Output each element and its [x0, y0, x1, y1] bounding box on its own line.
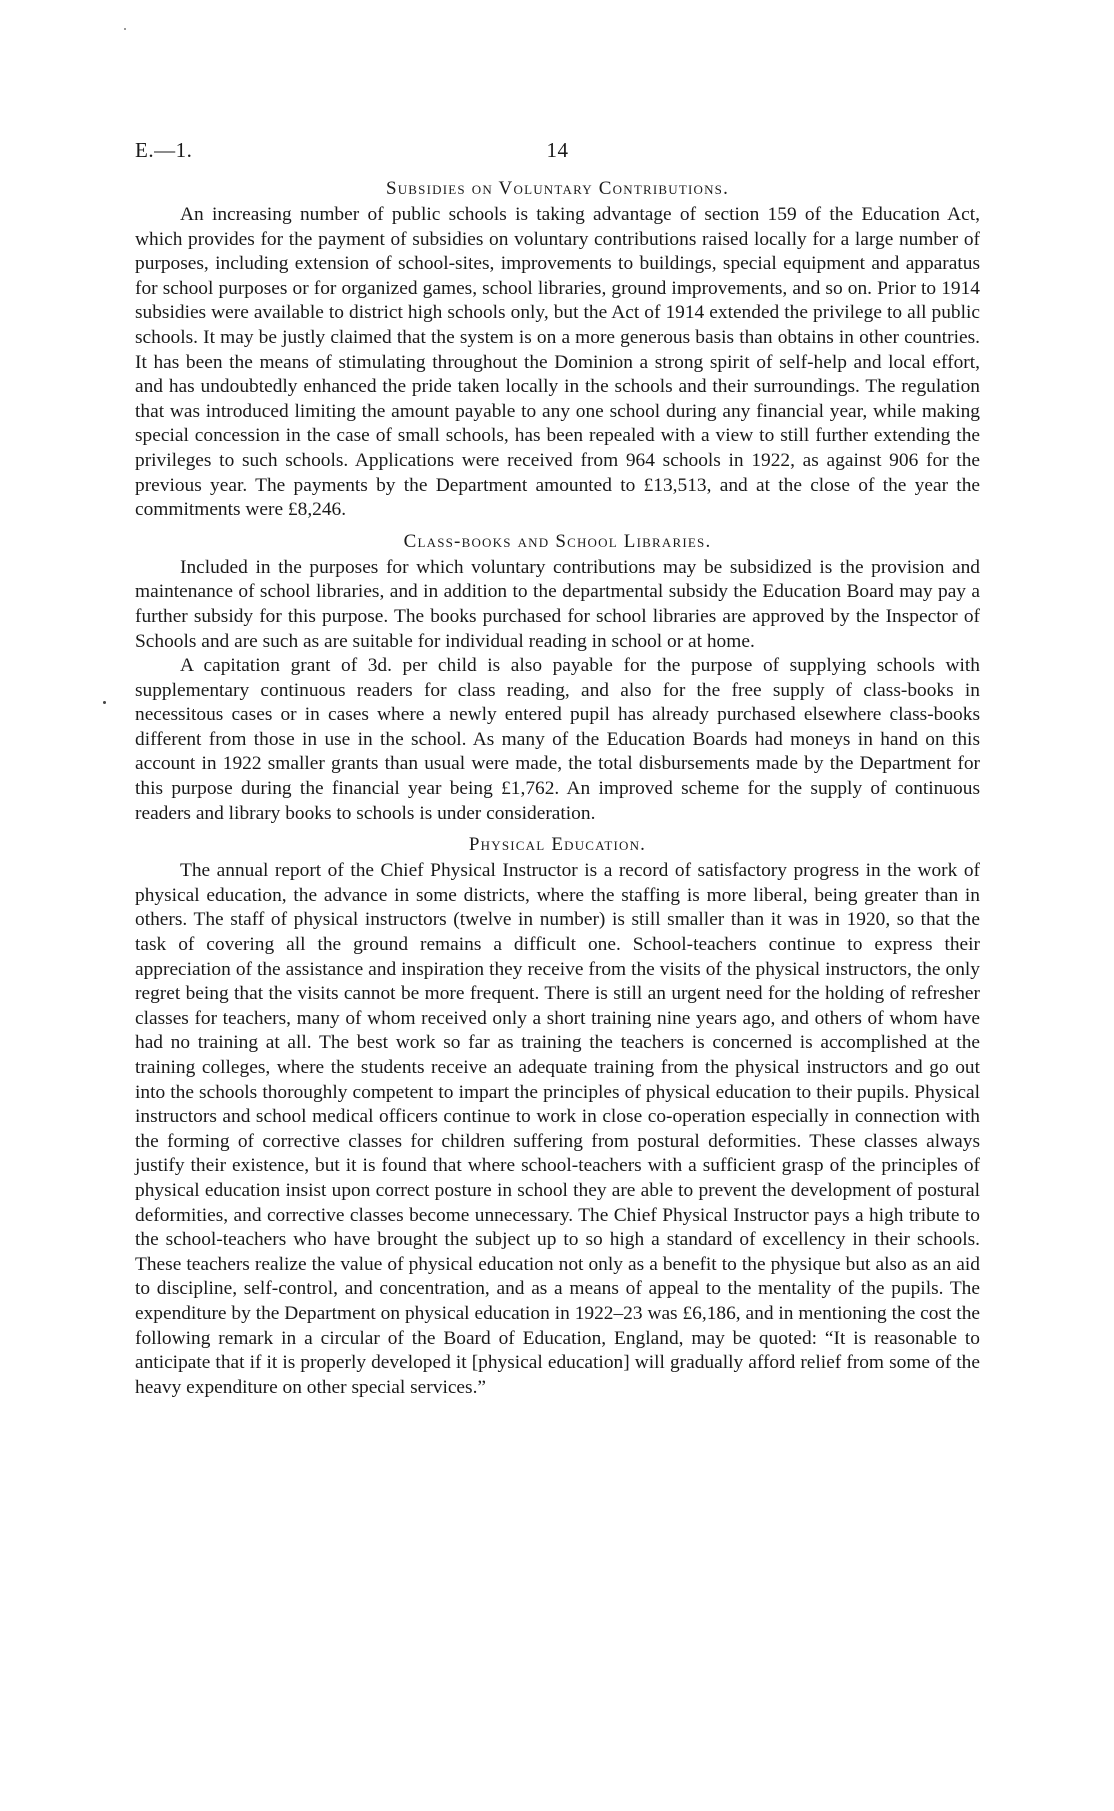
section-heading: Class-books and School Libraries. [403, 530, 712, 552]
paragraph: Included in the purposes for which voluntary contributions may be subsidized is the provision and maintenance of school libraries, and in addition to the departmental subsidy the Education Board may pay a further subsidy for this purpose. The books purchased for school libraries are approved by the Inspector of Schools and are such as are suitable for individual reading in school or at home. [135, 556, 980, 652]
paragraph: The annual report of the Chief Physical Instructor is a record of satisfactory progress in the work of physical education, the advance in some districts, where the staffing is more liberal, being greater than in others. The staff of physical instructors (twelve in number) is still smaller than it was in 1920, so that the task of covering all the ground remains a difficult one. School-teachers continue to express their appreciation of the assistance and inspiration they receive from the visits of the physical instructors, the only regret being that the visits cannot be more frequent. There is still an urgent need for the holding of refresher classes for teachers, many of whom received only a short training nine years ago, and others of whom have had no training at all. The best work so far as training the teachers is concerned is accomplished at the training colleges, where the students receive an adequate training from the physical instructors and go out into the schools thoroughly competent to impart the principles of physical education to their pupils. Physical instructors and school medical officers continue to work in close co-operation especially in connection with the forming of corrective classes for children suffering from postural deformities. These classes always justify their existence, but it is found that where school-teachers with a sufficient grasp of the principles of physical education insist upon correct posture in school they are able to prevent the development of postural deformities, and corrective classes become unnecessary. The Chief Physical Instructor pays a high tribute to the school-teachers who have brought the subject up to so high a standard of excellency in their schools. These teachers realize the value of physical education not only as a benefit to the physique but also as an aid to discipline, self-control, and concentration, and as a means of appeal to the mentality of the pupils. The expenditure by the Department on physical education in 1922–23 was £6,186, and in mentioning the cost the following remark in a circular of the Board of Education, England, may be quoted: “It is reasonable to anticipate that if it is properly developed it [physical education] will gradually afford relief from some of the heavy expenditure on other special services.” [135, 860, 980, 1398]
page-header [135, 138, 980, 170]
paragraph: A capitation grant of 3d. per child is also payable for the purpose of supplying schools with supplementary continuous readers for class reading, and also for the free supply of class-books in necessitous cases or in cases where a newly entered pupil has already purchased elsewhere class-books different from those in use in the school. As many of the Education Boards had moneys in hand on this account in 1922 smaller grants than usual were made, the total disbursements made by the Department for this purpose during the financial year being £1,762. An improved scheme for the supply of continuous readers and library books to schools is under consideration. [135, 655, 980, 824]
section-physical-education [135, 834, 980, 1400]
section-heading: Physical Education. [468, 834, 647, 856]
paragraph: An increasing number of public schools is taking advantage of section 159 of the Education Act, which provides for the payment of subsidies on voluntary contributions raised locally for a large number of purposes, including extension of school-sites, improvements to buildings, special equipment and apparatus for school purposes or for organized games, school libraries, ground improvements, and so on. Prior to 1914 subsidies were available to district high schools only, but the Act of 1914 extended the privilege to all public schools. It may be justly claimed that the system is on a more generous basis than obtains in other countries. It has been the means of stimulating throughout the Dominion a strong spirit of self-help and local effort, and has undoubtedly enhanced the pride taken locally in the schools and their surroundings. The regulation that was introduced limiting the amount payable to any one school during any financial year, while making special concession in the case of small schools, has been repealed with a view to still further extending the privileges to such schools. Applications were received from 964 schools in 1922, as against 906 for the previous year. The payments by the Department amounted to £13,513, and at the close of the year the commitments were £8,246. [135, 204, 980, 521]
scan-speck [124, 28, 126, 30]
margin-dot [103, 701, 106, 704]
document-reference: E.—1. [135, 138, 193, 162]
section-class-books [135, 531, 980, 827]
section-subsidies [135, 178, 980, 523]
document-page [135, 138, 980, 1400]
section-heading: Subsidies on Voluntary Contributions. [385, 178, 730, 199]
page-number: 14 [546, 138, 569, 162]
